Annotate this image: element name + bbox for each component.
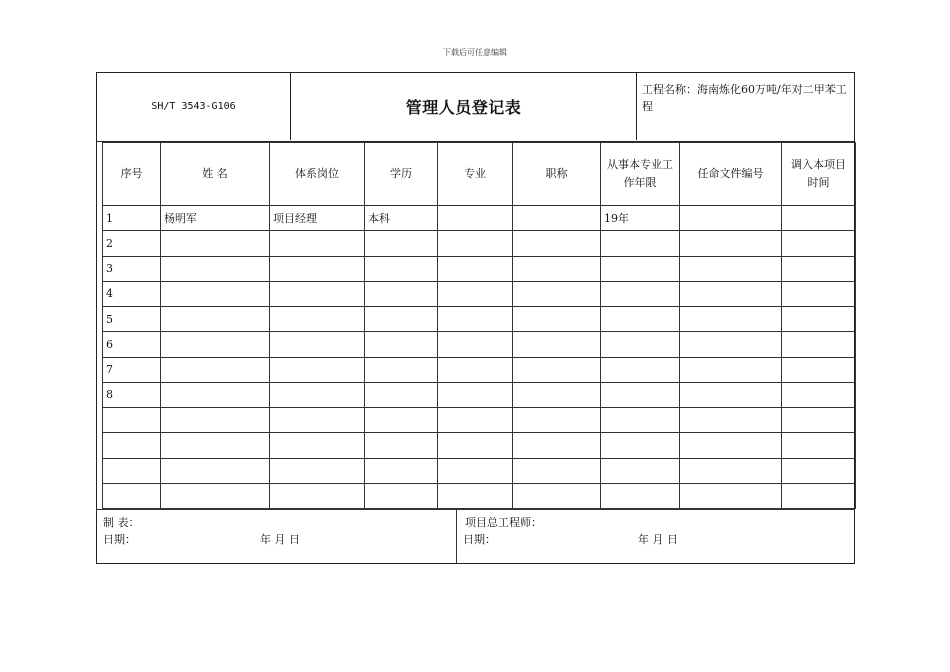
education-cell [365,231,438,256]
signature-footer [96,509,855,564]
seq-cell: 6 [103,332,161,357]
major-cell [438,408,513,433]
years-cell [601,382,680,407]
major-cell [438,458,513,483]
seq-cell [103,408,161,433]
table-row [103,332,856,357]
table-row [103,382,856,407]
position-cell [270,433,365,458]
transfer-time-cell [782,256,856,281]
footer-right [457,510,855,564]
years-cell [601,458,680,483]
years-cell [601,357,680,382]
major-cell [438,281,513,306]
major-cell [438,433,513,458]
table-row [103,281,856,306]
date-label-left: 日期： [103,533,136,546]
years-cell [601,433,680,458]
name-header: 姓 名 [161,143,270,206]
seq-cell: 8 [103,382,161,407]
appointment-doc-header: 任命文件编号 [680,143,782,206]
seq-cell: 2 [103,231,161,256]
name-cell [161,256,270,281]
ymd-right: 年 月 日 [638,533,678,546]
education-cell [365,382,438,407]
title-cell [513,382,601,407]
years-cell [601,332,680,357]
title-cell [513,458,601,483]
position-header: 体系岗位 [270,143,365,206]
ymd-left: 年 月 日 [260,533,300,546]
maker-label: 制 表： [103,516,140,529]
seq-cell [103,433,161,458]
transfer-time-cell [782,281,856,306]
education-cell [365,256,438,281]
appointment-doc-cell [680,332,782,357]
form-code: SH/T 3543-G106 [97,73,291,140]
project-name: 工程名称：海南炼化60万吨/年对二甲苯工程 [642,83,847,113]
name-cell [161,231,270,256]
chief-engineer-label: 项目总工程师： [465,516,542,529]
major-header: 专业 [438,143,513,206]
years-cell: 19年 [601,206,680,231]
title-cell [513,206,601,231]
position-cell [270,357,365,382]
position-cell [270,483,365,508]
form-title: 管理人员登记表 [291,73,637,140]
position-cell [270,281,365,306]
education-cell [365,433,438,458]
transfer-time-cell [782,483,856,508]
footer-left [96,510,457,564]
seq-cell [103,483,161,508]
name-cell [161,382,270,407]
major-cell [438,357,513,382]
education-cell [365,281,438,306]
appointment-doc-cell [680,231,782,256]
appointment-doc-cell [680,256,782,281]
position-cell [270,256,365,281]
date-label-right: 日期： [463,533,496,546]
title-cell [513,256,601,281]
major-cell [438,483,513,508]
table-row [103,256,856,281]
name-cell [161,281,270,306]
title-cell [513,332,601,357]
position-cell [270,307,365,332]
major-cell [438,307,513,332]
position-cell [270,231,365,256]
table-row [103,231,856,256]
transfer-time-cell [782,382,856,407]
appointment-doc-cell [680,408,782,433]
table-row [103,458,856,483]
appointment-doc-cell [680,458,782,483]
education-cell [365,332,438,357]
major-cell [438,231,513,256]
title-cell [513,483,601,508]
appointment-doc-cell [680,433,782,458]
education-cell [365,483,438,508]
position-cell [270,332,365,357]
transfer-time-cell [782,458,856,483]
top-note: 下载后可任意编辑 [443,48,507,57]
education-header: 学历 [365,143,438,206]
name-cell [161,408,270,433]
title-header: 职称 [513,143,601,206]
transfer-time-cell [782,357,856,382]
major-cell [438,256,513,281]
position-cell [270,408,365,433]
seq-cell [103,458,161,483]
years-cell [601,256,680,281]
transfer-time-cell [782,231,856,256]
transfer-time-cell [782,433,856,458]
education-cell [365,408,438,433]
years-cell [601,231,680,256]
position-cell [270,382,365,407]
years-cell [601,483,680,508]
education-cell [365,458,438,483]
appointment-doc-cell [680,483,782,508]
major-cell [438,206,513,231]
table-row [103,483,856,508]
appointment-doc-cell [680,281,782,306]
appointment-doc-cell [680,357,782,382]
seq-cell: 7 [103,357,161,382]
education-cell: 本科 [365,206,438,231]
name-cell [161,433,270,458]
seq-header: 序号 [103,143,161,206]
name-cell [161,458,270,483]
major-cell [438,382,513,407]
seq-cell: 4 [103,281,161,306]
title-cell [513,281,601,306]
form-header [96,72,855,142]
appointment-doc-cell [680,382,782,407]
seq-cell: 1 [103,206,161,231]
transfer-time-cell [782,408,856,433]
title-cell [513,231,601,256]
appointment-doc-cell [680,307,782,332]
title-cell [513,307,601,332]
name-cell [161,483,270,508]
table-row [103,357,856,382]
title-cell [513,433,601,458]
title-cell [513,408,601,433]
position-cell: 项目经理 [270,206,365,231]
title-cell [513,357,601,382]
seq-cell: 3 [103,256,161,281]
years-cell [601,281,680,306]
education-cell [365,357,438,382]
table-row [103,433,856,458]
table-header-row [103,143,856,206]
transfer-time-header: 调入本项目时间 [782,143,856,206]
transfer-time-cell [782,307,856,332]
table-row [103,408,856,433]
name-cell: 杨明军 [161,206,270,231]
name-cell [161,357,270,382]
years-header: 从事本专业工作年限 [601,143,680,206]
table-row [103,206,856,231]
major-cell [438,332,513,357]
years-cell [601,307,680,332]
position-cell [270,458,365,483]
name-cell [161,332,270,357]
years-cell [601,408,680,433]
transfer-time-cell [782,206,856,231]
seq-cell: 5 [103,307,161,332]
education-cell [365,307,438,332]
personnel-table [102,142,856,509]
transfer-time-cell [782,332,856,357]
appointment-doc-cell [680,206,782,231]
name-cell [161,307,270,332]
table-row [103,307,856,332]
